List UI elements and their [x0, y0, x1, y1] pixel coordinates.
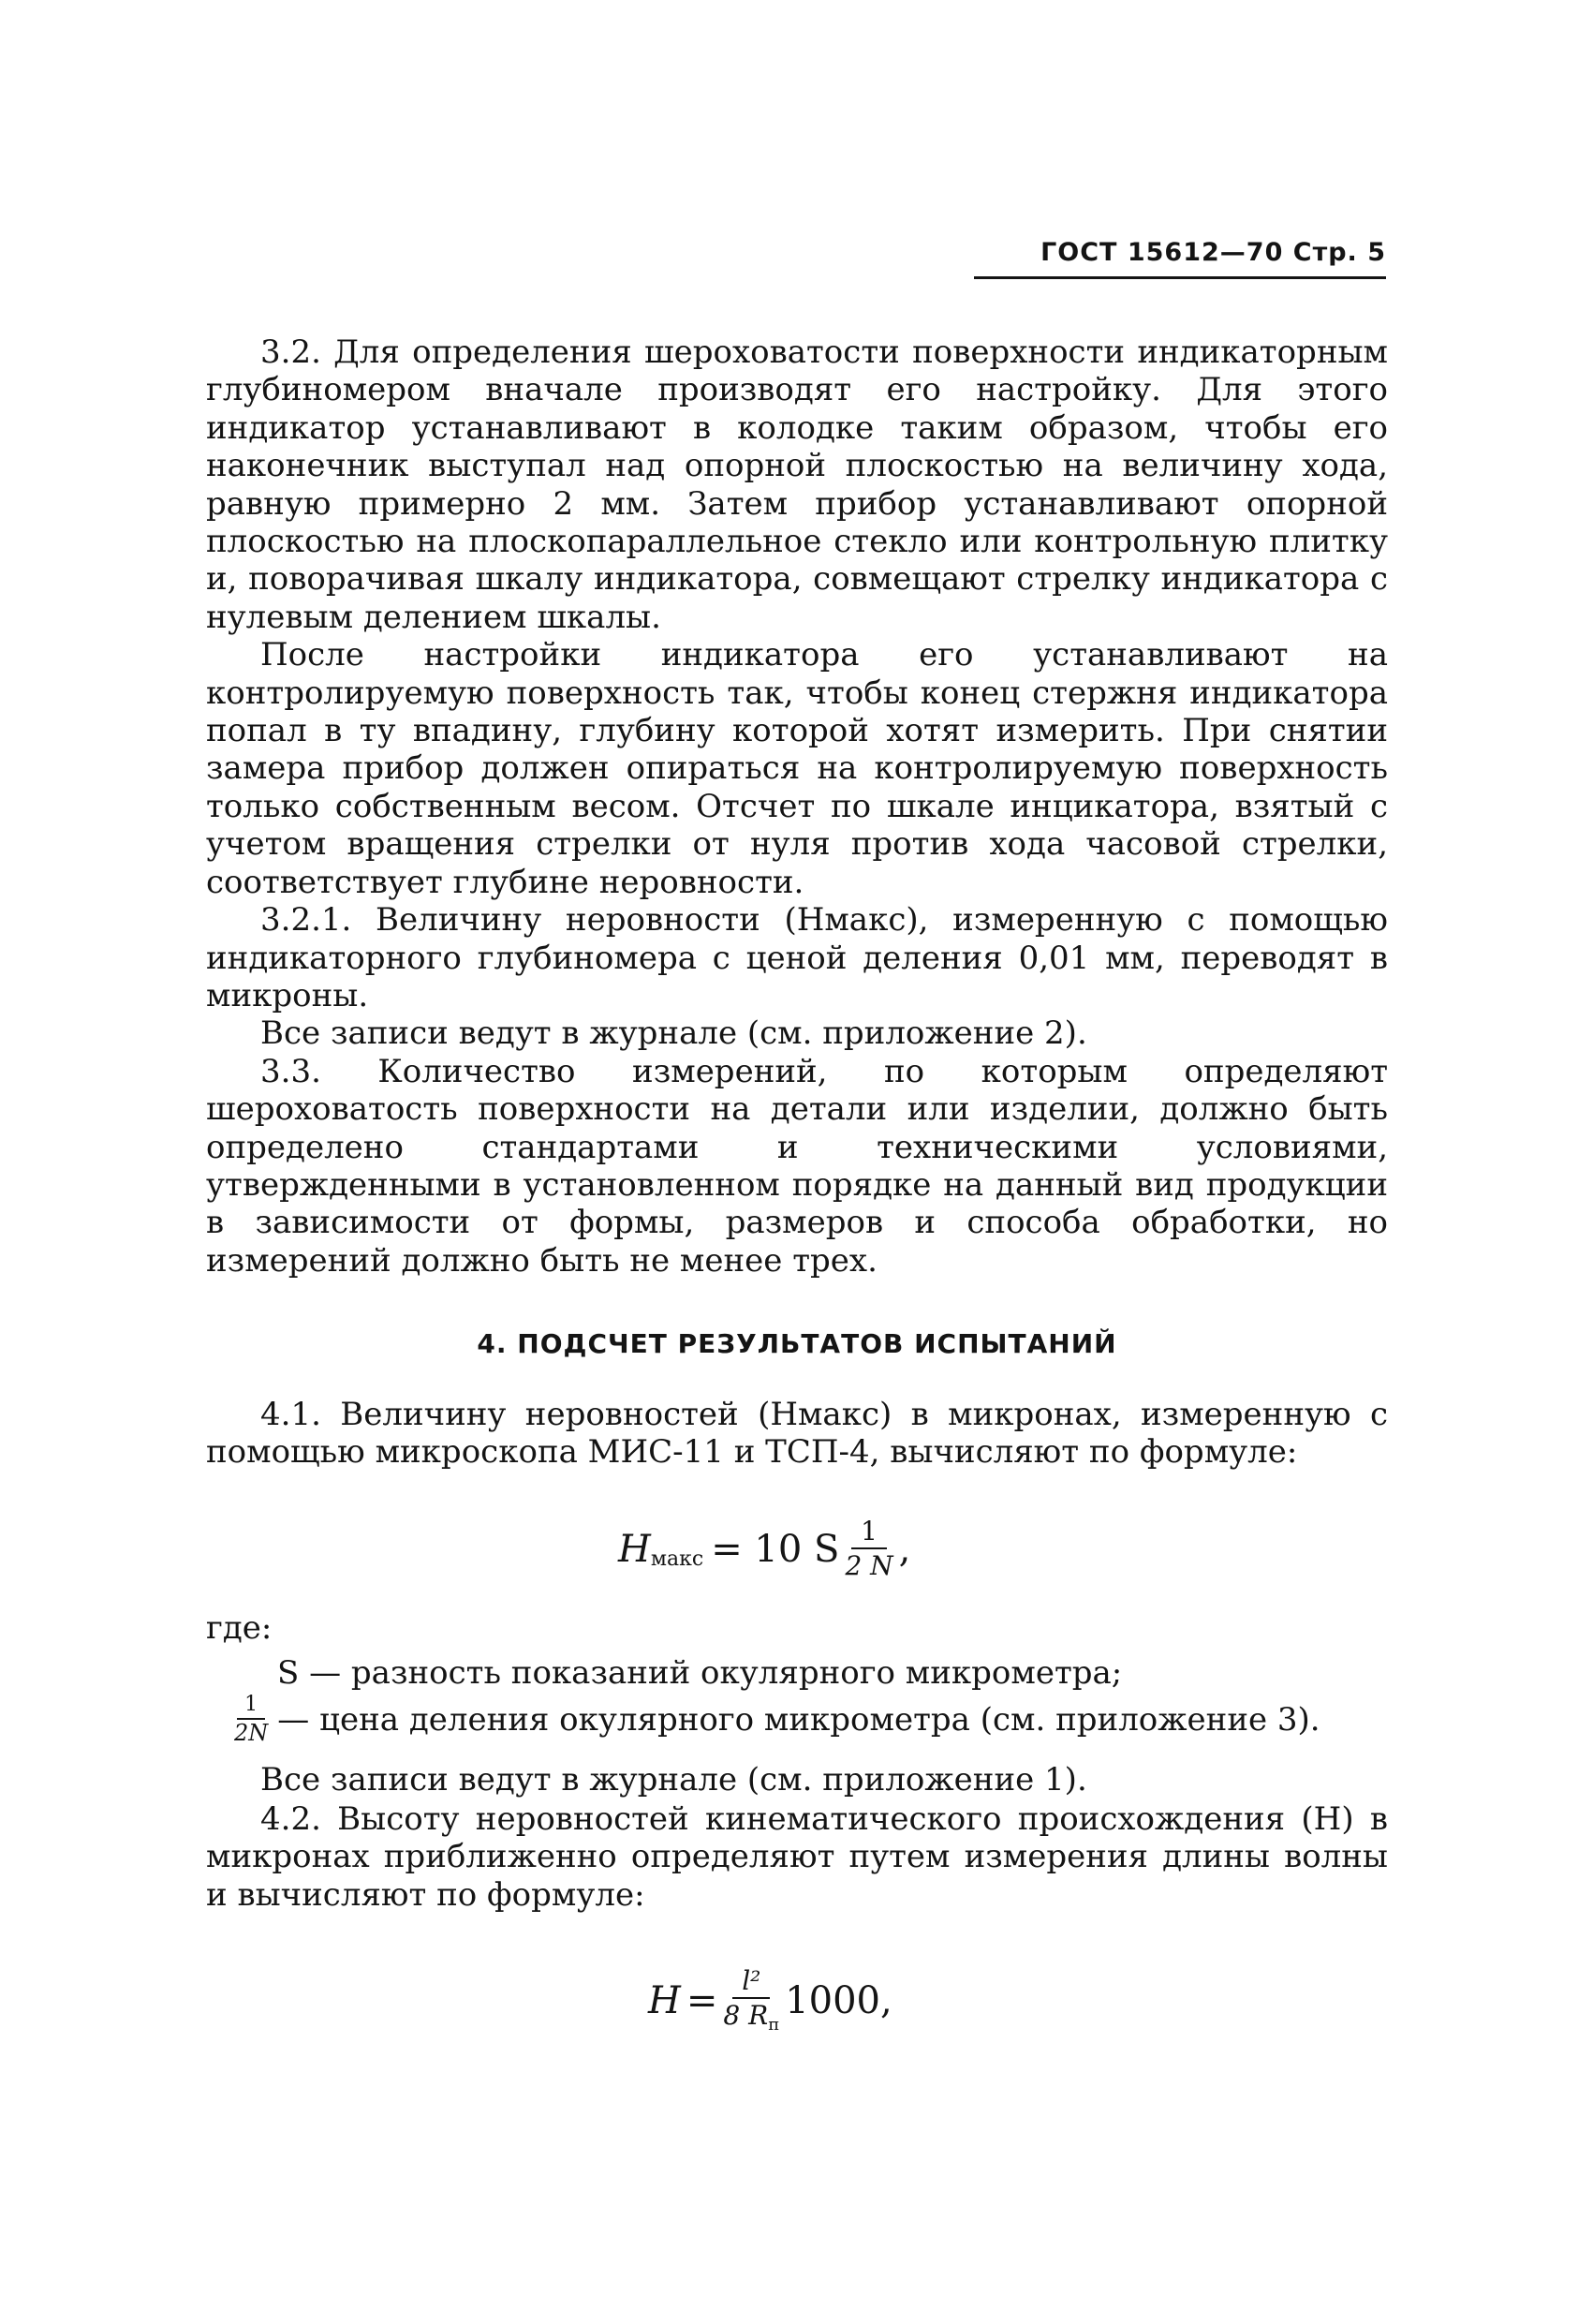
records-1: Все записи ведут в журнале (см. приложение 1).	[260, 1761, 1087, 1799]
legend-s	[277, 1654, 1122, 1692]
formula-h	[648, 1967, 892, 2035]
formula-hmax	[618, 1517, 910, 1581]
section-4-heading: 4. ПОДСЧЕТ РЕЗУЛЬТАТОВ ИСПЫТАНИЙ	[477, 1328, 1117, 1359]
formula-tail: ,	[898, 1528, 911, 1571]
formula2-denominator-sub: п	[768, 2015, 780, 2035]
formula-lhs: H	[618, 1528, 651, 1571]
formula2-fraction	[723, 1967, 779, 2035]
paragraph-4-1-block	[206, 1396, 1388, 1472]
legend-fraction-symbol	[234, 1694, 268, 1745]
formula2-denominator: 8 R	[723, 2000, 769, 2031]
formula-lhs-sub: макс	[650, 1547, 704, 1571]
legend-s-text: S — разность показаний окулярного микрометра;	[277, 1654, 1123, 1692]
legend-fraction-den: 2N	[234, 1720, 269, 1746]
paragraph-3-2: 3.2. Для определения шероховатости поверхности индикаторным глубиномером вначале производят его настройку. Для этого индикатор устанавливают в колодке таким образом, чтобы его наконечник выступал над опорной плоскостью на величину хода, равную примерно 2 мм. Затем прибор устанавливают опорной плоскостью на плоскопараллельное стекло или контрольную плитку и, поворачивая шкалу индикатора, совмещают стрелку индикатора с нулевым делением шкалы.	[206, 333, 1388, 636]
legend-fraction-text: — цена деления окулярного микрометра (см. приложение 3).	[277, 1700, 1320, 1739]
where-label: где:	[206, 1609, 273, 1647]
paragraph-4-1: 4.1. Величину неровностей (Hмакс) в микронах, измеренную с помощью микроскопа МИС-11 и ТСП-4, вычисляют по формуле:	[206, 1396, 1388, 1472]
legend-fraction-num: 1	[237, 1694, 265, 1720]
paragraph-records-2: Все записи ведут в журнале (см. приложение 2).	[260, 1014, 1087, 1053]
formula-numerator: 1	[851, 1517, 887, 1549]
page-header: ГОСТ 15612—70 Стр. 5	[974, 238, 1386, 279]
formula2-numerator: l²	[732, 1967, 770, 1999]
paragraph-4-2: 4.2. Высоту неровностей кинематического происхождения (H) в микронах приближенно определяют путем измерения длины волны и вычисляют по формуле:	[206, 1800, 1388, 1914]
formula2-eq: =	[686, 1979, 718, 2022]
formula-denominator: 2 N	[845, 1550, 893, 1581]
legend-fraction	[234, 1694, 1320, 1745]
formula-fraction	[845, 1517, 892, 1581]
formula2-tail: 1000,	[785, 1979, 892, 2022]
formula2-denominator-wrap	[723, 1999, 779, 2035]
paragraph-3-2-cont: После настройки индикатора его устанавливают на контролируемую поверхность так, чтобы конец стержня индикатора попал в ту впадину, глубину которой хотят измерить. При снятии замера прибор должен опираться на контролируемую поверхность только собственным весом. Отсчет по шкале инцикатора, взятый с учетом вращения стрелки от нуля против хода часовой стрелки, соответствует глубине неровности.	[206, 636, 1388, 901]
paragraph-4-2-block	[206, 1800, 1388, 1914]
paragraph-3-3: 3.3. Количество измерений, по которым определяют шероховатость поверхности на детали или изделии, должно быть определено стандартами и техническими условиями, утвержденными в установленном порядке на данный вид продукции в зависимости от формы, размеров и способа обработки, но измерений должно быть не менее трех.	[206, 1052, 1388, 1280]
section-3-text	[206, 333, 1388, 1280]
paragraph-3-2-1: 3.2.1. Величину неровности (Hмакс), измеренную с помощью индикаторного глубиномера с ценой деления 0,01 мм, переводят в микроны.	[206, 901, 1388, 1014]
formula-eq: = 10 S	[711, 1528, 840, 1571]
formula2-lhs: H	[648, 1979, 681, 2022]
